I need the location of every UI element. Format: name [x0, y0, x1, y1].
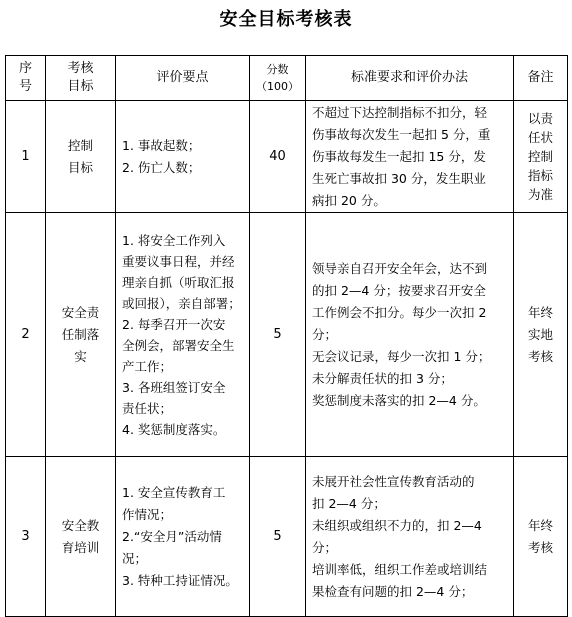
table-row: [6, 457, 568, 617]
header-score: [250, 56, 306, 101]
row-remark: [514, 457, 568, 617]
row-method: [306, 457, 514, 617]
row-remark-line: 为准: [527, 187, 553, 202]
header-seq-line: 号: [18, 79, 32, 94]
row-target: [46, 213, 116, 457]
row-method-line: 奖惩制度未落实的扣 2—4 分。: [312, 392, 486, 408]
row-remark-line: 年终: [527, 304, 553, 320]
row-method-line: 不超过下达控制指标不扣分，轻: [312, 104, 488, 120]
row-remark-line: 以责: [527, 111, 553, 126]
row-method-line: 果检查有问题的扣 2—4 分；: [312, 583, 474, 599]
row-method: [306, 101, 514, 213]
row-points-line: 2. 伤亡人数；: [122, 159, 201, 175]
row-target-line: 育培训: [61, 539, 100, 555]
row-remark: [514, 213, 568, 457]
header-points: 评价要点: [116, 56, 250, 101]
row-score: 5: [250, 213, 306, 457]
row-points-line: 1. 安全宣传教育工: [122, 484, 226, 500]
row-remark-line: 考核: [527, 348, 553, 364]
row-method: [306, 213, 514, 457]
header-seq-line: 序: [18, 61, 32, 76]
row-method-line: 病扣 20 分。: [312, 192, 386, 208]
row-points-line: 2.“安全月”活动情: [122, 528, 222, 544]
row-target: [46, 457, 116, 617]
row-method-line: 无会议记录，每少一次扣 1 分；: [312, 348, 491, 364]
row-points-line: 4. 奖惩制度落实。: [122, 421, 226, 437]
row-remark-line: 实地: [527, 326, 553, 342]
row-points-line: 理亲自抓（听取汇报: [122, 274, 235, 290]
row-target-line: 任制落: [61, 326, 100, 342]
row-method-line: 未分解责任状的扣 3 分；: [312, 370, 453, 386]
row-points-line: 产工作；: [122, 358, 173, 374]
row-points-line: 1. 将安全工作列入: [122, 232, 226, 248]
row-method-line: 伤事故每次发生一起扣 5 分，重: [312, 126, 491, 142]
row-method-line: 工作例会不扣分。每少一次扣 2: [312, 304, 487, 320]
header-remark: 备注: [514, 56, 568, 101]
row-number: 3: [6, 457, 46, 617]
header-score-line: 分数: [266, 63, 289, 76]
header-seq: [6, 56, 46, 101]
row-target-line: 目标: [67, 159, 93, 175]
row-points-line: 况；: [122, 550, 148, 566]
row-remark-line: 指标: [527, 168, 553, 183]
row-points-line: 或回报），亲自部署；: [122, 295, 241, 311]
row-remark-line: 控制: [527, 149, 553, 164]
row-score: 40: [250, 101, 306, 213]
row-method-line: 培训率低，组织工作差或培训结: [312, 561, 488, 577]
row-method-line: 分；: [312, 539, 338, 555]
row-remark-line: 任状: [527, 130, 553, 145]
header-target-line: 目标: [67, 79, 94, 94]
row-points-line: 2. 每季召开一次安: [122, 316, 226, 332]
row-points-line: 重要议事日程，并经: [122, 253, 235, 269]
row-points-line: 3. 特种工持证情况。: [122, 572, 238, 588]
row-points: [116, 457, 250, 617]
row-target-line: 控制: [67, 137, 93, 153]
row-target-line: 实: [74, 348, 87, 364]
table-row: [6, 213, 568, 457]
row-score: 5: [250, 457, 306, 617]
row-method-line: 领导亲自召开安全年会，达不到: [312, 260, 488, 276]
document-title: 安全目标考核表: [219, 9, 353, 30]
row-method-line: 未展开社会性宣传教育活动的: [312, 473, 475, 489]
row-number: 2: [6, 213, 46, 457]
row-points-line: 1. 事故起数；: [122, 137, 201, 153]
row-points-line: 责任状；: [122, 400, 173, 416]
row-method-line: 未组织或组织不力的，扣 2—4: [312, 517, 482, 533]
header-score-line: （100）: [256, 80, 299, 93]
row-number: 1: [6, 101, 46, 213]
row-points-line: 3. 各班组签订安全: [122, 379, 226, 395]
row-remark-line: 年终: [527, 517, 553, 533]
row-method-line: 生死亡事故扣 30 分，发生职业: [312, 170, 486, 186]
row-target-line: 安全责: [61, 304, 100, 320]
row-method-line: 的扣 2—4 分；按要求召开安全: [312, 282, 486, 298]
header-row: [6, 56, 568, 101]
table-row: [6, 101, 568, 213]
row-method-line: 扣 2—4 分；: [312, 495, 386, 511]
row-target: [46, 101, 116, 213]
row-points-line: 全例会，部署安全生: [122, 337, 235, 353]
assessment-table: [5, 55, 568, 617]
row-remark-line: 考核: [527, 539, 553, 555]
row-target-line: 安全教: [61, 517, 100, 533]
row-method-line: 伤事故每发生一起扣 15 分，发: [312, 148, 486, 164]
header-target-line: 考核: [67, 61, 94, 76]
row-method-line: 分；: [312, 326, 338, 342]
row-points-line: 作情况；: [122, 506, 173, 522]
header-target: [46, 56, 116, 101]
row-remark: [514, 101, 568, 213]
row-points: [116, 213, 250, 457]
row-points: [116, 101, 250, 213]
header-method: 标准要求和评价办法: [306, 56, 514, 101]
